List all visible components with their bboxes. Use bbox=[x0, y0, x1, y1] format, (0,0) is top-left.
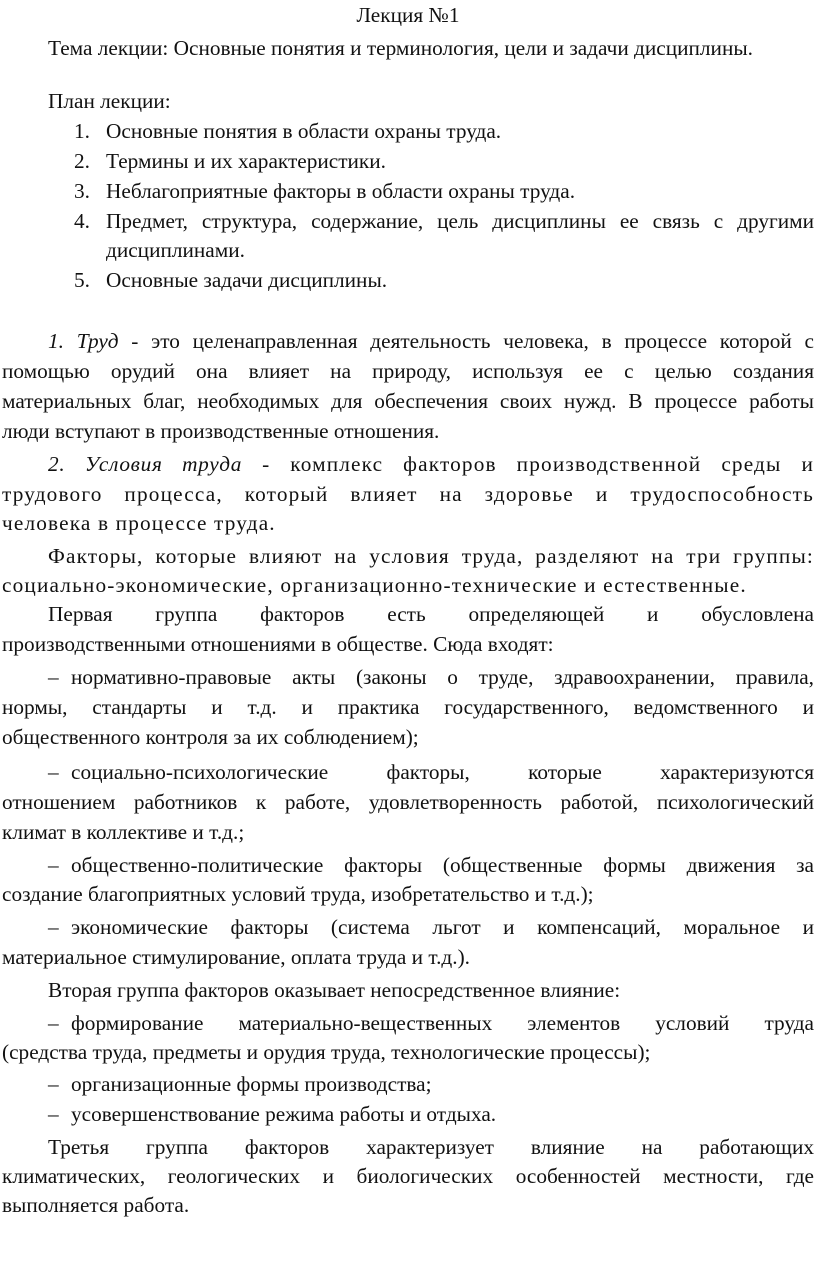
dash-bullet: – bbox=[48, 1102, 59, 1126]
plan-heading: План лекции: bbox=[48, 89, 171, 113]
paragraph-line: человека в процессе труда. bbox=[2, 511, 276, 535]
paragraph-line: помощью орудий она влияет на природу, используя ее с целью создания bbox=[2, 359, 814, 383]
paragraph-line: климат в коллективе и т.д.; bbox=[2, 820, 245, 844]
paragraph-line: нормативно-правовые акты (законы о труде, здравоохранении, правила, bbox=[71, 665, 814, 689]
paragraph-line: социально-психологические факторы, которые характеризуются bbox=[71, 760, 814, 784]
paragraph-line: создание благоприятных условий труда, изобретательство и т.д.); bbox=[2, 882, 594, 906]
paragraph-line: трудового процесса, который влияет на здоровье и трудоспособность bbox=[2, 482, 814, 506]
paragraph-line: люди вступают в производственные отношения. bbox=[2, 419, 440, 443]
plan-number: 3. bbox=[74, 179, 90, 203]
plan-item-continuation: дисциплинами. bbox=[106, 238, 245, 262]
paragraph-line: климатических, геологических и биологических особенностей местности, где bbox=[2, 1164, 814, 1188]
paragraph-line: материальных благ, необходимых для обеспечения своих нужд. В процессе работы bbox=[2, 389, 814, 413]
paragraph-line: организационные формы производства; bbox=[71, 1072, 432, 1096]
paragraph-line: 2. Условия труда - комплекс факторов производственной среды и bbox=[48, 452, 814, 476]
paragraph-line: 1. Труд - это целенаправленная деятельность человека, в процессе которой с bbox=[48, 329, 814, 353]
plan-number: 5. bbox=[74, 268, 90, 292]
paragraph-line: общественно-политические факторы (общественные формы движения за bbox=[71, 853, 814, 877]
dash-bullet: – bbox=[48, 853, 59, 877]
paragraph-second-group: Вторая группа факторов оказывает непосредственное влияние: bbox=[48, 978, 621, 1002]
plan-number: 4. bbox=[74, 209, 90, 233]
paragraph-line: Первая группа факторов есть определяющей и обусловлена bbox=[48, 602, 814, 626]
plan-number: 2. bbox=[74, 149, 90, 173]
paragraph-line: (средства труда, предметы и орудия труда, технологические процессы); bbox=[2, 1040, 651, 1064]
dash-bullet: – bbox=[48, 760, 59, 784]
paragraph-line: отношением работников к работе, удовлетворенность работой, психологический bbox=[2, 790, 814, 814]
lecture-title: Лекция №1 bbox=[356, 3, 460, 27]
term-work-conditions: 2. Условия труда bbox=[48, 452, 243, 476]
lecture-topic: Тема лекции: Основные понятия и терминология, цели и задачи дисциплины. bbox=[48, 36, 753, 60]
dash-bullet: – bbox=[48, 1072, 59, 1096]
plan-number: 1. bbox=[74, 119, 90, 143]
paragraph-line: социально-экономические, организационно-технические и естественные. bbox=[2, 573, 747, 597]
paragraph-line: нормы, стандарты и т.д. и практика государственного, ведомственного и bbox=[2, 695, 814, 719]
dash-bullet: – bbox=[48, 1011, 59, 1035]
dash-bullet: – bbox=[48, 665, 59, 689]
paragraph-line: Третья группа факторов характеризует влияние на работающих bbox=[48, 1135, 814, 1159]
plan-item: Термины и их характеристики. bbox=[106, 149, 386, 173]
plan-item: Неблагоприятные факторы в области охраны труда. bbox=[106, 179, 576, 203]
plan-item: Основные понятия в области охраны труда. bbox=[106, 119, 502, 143]
paragraph-line: выполняется работа. bbox=[2, 1193, 190, 1217]
paragraph-line: формирование материально-вещественных элементов условий труда bbox=[71, 1011, 814, 1035]
paragraph-line: Факторы, которые влияют на условия труда, разделяют на три группы: bbox=[48, 544, 814, 568]
paragraph-line: производственными отношениями в обществе. Сюда входят: bbox=[2, 632, 554, 656]
dash-bullet: – bbox=[48, 915, 59, 939]
paragraph-line: усовершенствование режима работы и отдыха. bbox=[71, 1102, 497, 1126]
plan-item: Предмет, структура, содержание, цель дисциплины ее связь с другими bbox=[106, 209, 814, 233]
term-labor: 1. Труд bbox=[48, 329, 119, 353]
paragraph-line: общественного контроля за их соблюдением); bbox=[2, 725, 419, 749]
paragraph-line: экономические факторы (система льгот и компенсаций, моральное и bbox=[71, 915, 814, 939]
paragraph-line: материальное стимулирование, оплата труда и т.д.). bbox=[2, 945, 470, 969]
plan-item: Основные задачи дисциплины. bbox=[106, 268, 388, 292]
